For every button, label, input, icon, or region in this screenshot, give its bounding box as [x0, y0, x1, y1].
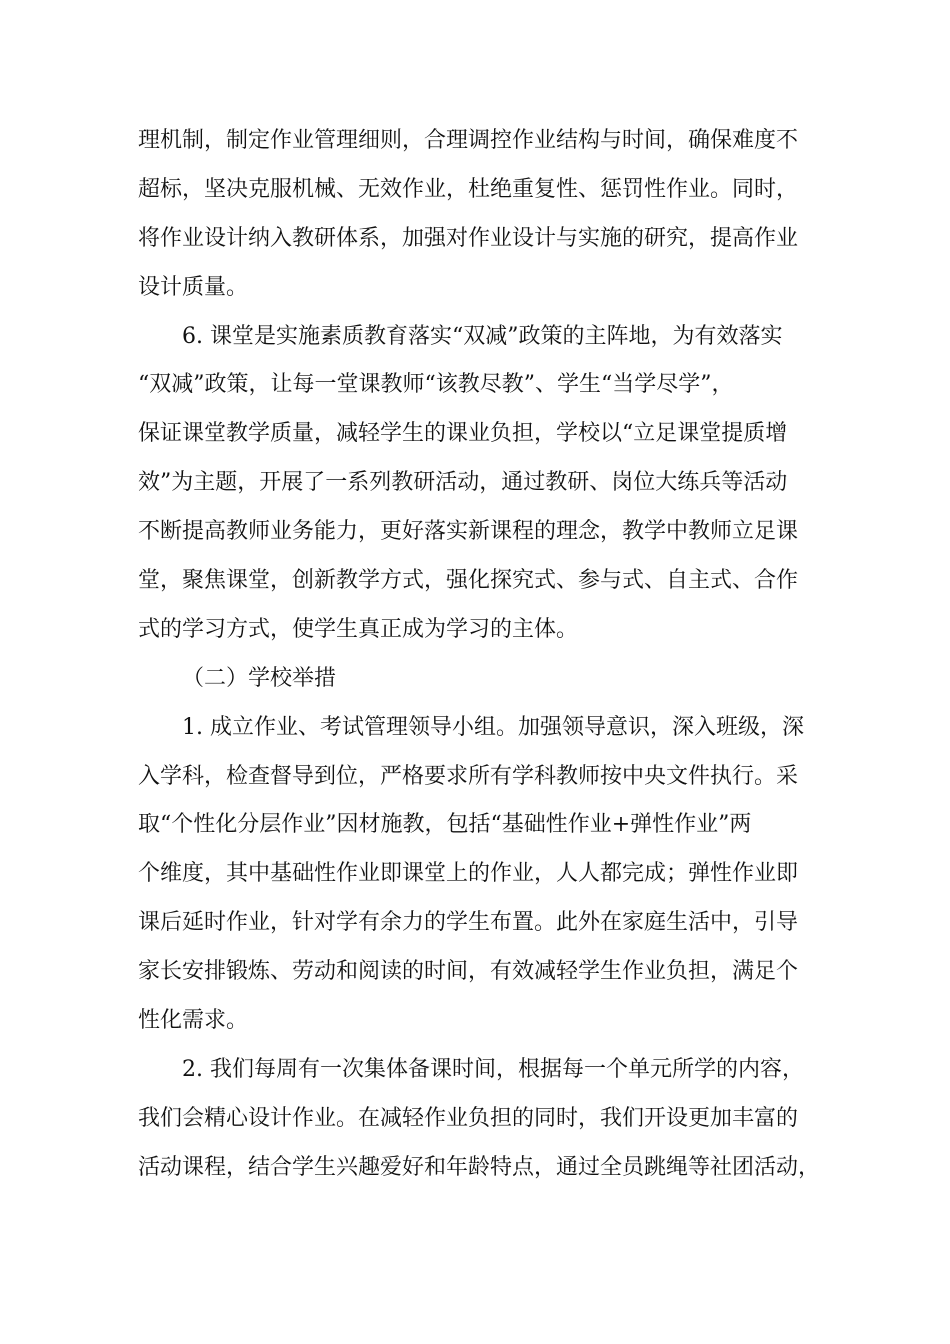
text-line: 2. 我们每周有一次集体备课时间，根据每一个单元所学的内容， [182, 1056, 804, 1082]
text-line: 保证课堂教学质量，减轻学生的课业负担，学校以“立足课堂提质增 [138, 421, 788, 447]
paragraph-continued [138, 117, 828, 313]
document-body [138, 117, 828, 1193]
text-line: 家长安排锻炼、劳动和阅读的时间，有效减轻学生作业负担，满足个 [138, 959, 799, 985]
text-line: 堂，聚焦课堂，创新教学方式，强化探究式、参与式、自主式、合作 [138, 568, 799, 594]
text-line: 设计质量。 [138, 274, 249, 300]
paragraph-item-1 [138, 704, 828, 1046]
paragraph-item-2 [138, 1046, 828, 1193]
paragraph-item-6 [138, 313, 828, 655]
text-line: 课后延时作业，针对学有余力的学生布置。此外在家庭生活中，引导 [138, 910, 799, 936]
section-heading-text: （二）学校举措 [182, 665, 337, 691]
text-line: 性化需求。 [138, 1008, 249, 1034]
text-line: 超标，坚决克服机械、无效作业，杜绝重复性、惩罚性作业。同时， [138, 176, 799, 202]
text-line: 6. 课堂是实施素质教育落实“双减”政策的主阵地，为有效落实 [182, 323, 783, 349]
text-line: 效”为主题，开展了一系列教研活动，通过教研、岗位大练兵等活动 [138, 470, 788, 496]
text-line: 活动课程，结合学生兴趣爱好和年龄特点，通过全员跳绳等社团活动， [138, 1154, 821, 1180]
text-line: 不断提高教师业务能力，更好落实新课程的理念，教学中教师立足课 [138, 519, 799, 545]
text-line: 取“个性化分层作业”因材施教，包括“基础性作业+弹性作业”两 [138, 812, 752, 838]
text-line: 式的学习方式，使学生真正成为学习的主体。 [138, 616, 579, 642]
text-line: 将作业设计纳入教研体系，加强对作业设计与实施的研究，提高作业 [138, 225, 799, 251]
text-line: 个维度，其中基础性作业即课堂上的作业，人人都完成；弹性作业即 [138, 861, 799, 887]
text-line: 理机制，制定作业管理细则，合理调控作业结构与时间，确保难度不 [138, 128, 799, 153]
text-line: 我们会精心设计作业。在减轻作业负担的同时，我们开设更加丰富的 [138, 1105, 799, 1131]
text-line: 入学科，检查督导到位，严格要求所有学科教师按中央文件执行。采 [138, 763, 799, 789]
text-line: 1. 成立作业、考试管理领导小组。加强领导意识，深入班级，深 [182, 714, 804, 740]
section-heading [138, 655, 828, 704]
text-line: “双减”政策，让每一堂课教师“该教尽教”、学生“当学尽学”， [138, 372, 734, 398]
